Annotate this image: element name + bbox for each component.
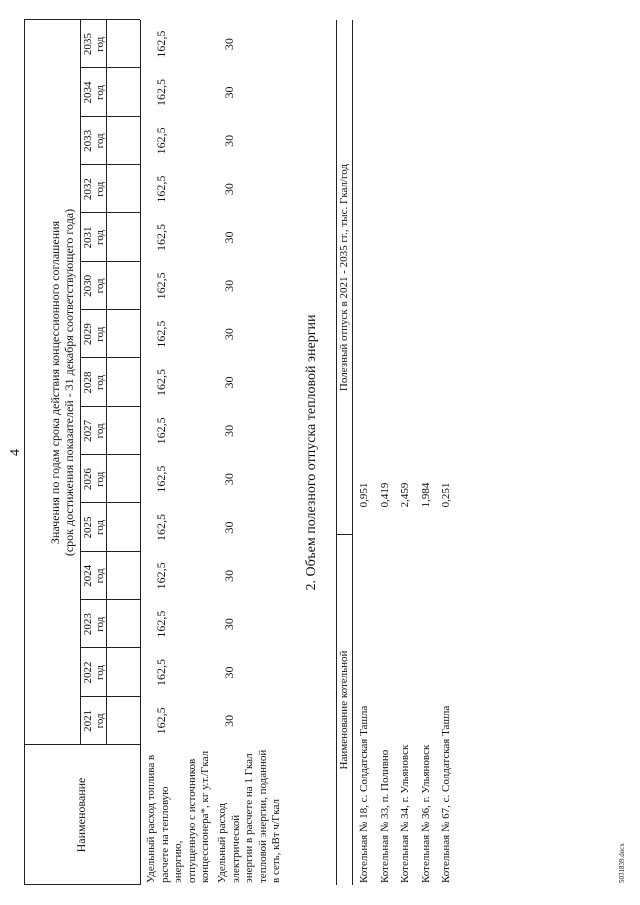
row-1-value-2034: 162,5 — [154, 79, 168, 107]
year-header-2034: 2034 год — [82, 81, 106, 104]
year-header-2031: 2031 год — [82, 226, 106, 249]
year-header-2022: 2022 год — [82, 661, 106, 684]
row-1-value-2024: 162,5 — [154, 562, 168, 590]
row-1-value-2022: 162,5 — [154, 659, 168, 687]
row-1-value-2025: 162,5 — [154, 514, 168, 542]
row-1-value-2029: 162,5 — [154, 320, 168, 348]
row-2-value-2035: 30 — [222, 38, 236, 51]
boiler-supply-value: 0,951 — [358, 482, 370, 508]
boiler-supply-value: 0,251 — [440, 482, 452, 508]
row-1-value-2027: 162,5 — [154, 417, 168, 445]
year-header-2033: 2033 год — [82, 129, 106, 152]
boiler-name: Котельная № 34, г. Ульяновск — [399, 744, 411, 883]
row-2-value-2029: 30 — [222, 328, 236, 341]
boiler-name: Котельная № 67, с. Солдатская Ташла — [440, 705, 452, 883]
row-2-value-2031: 30 — [222, 231, 236, 244]
page-number: 4 — [8, 449, 23, 456]
row-1-value-2031: 162,5 — [154, 224, 168, 252]
row-1-value-2033: 162,5 — [154, 127, 168, 155]
year-header-2030: 2030 год — [82, 274, 106, 297]
year-header-2025: 2025 год — [82, 516, 106, 539]
values-subheader: (срок достижения показателей - 31 декабря соответствующего года) — [62, 208, 76, 557]
row-1-value-2035: 162,5 — [154, 30, 168, 58]
year-header-2029: 2029 год — [82, 323, 106, 346]
boiler-supply-value: 0,419 — [378, 482, 391, 508]
year-header-2028: 2028 год — [82, 371, 106, 394]
boiler-name-header: Наименование котельной — [338, 650, 350, 770]
boiler-supply-value: 1,984 — [419, 482, 432, 508]
year-header-2032: 2032 год — [82, 178, 106, 201]
boiler-name: Котельная № 36, г. Ульяновск — [419, 744, 432, 883]
year-header-2023: 2023 год — [82, 613, 106, 636]
row-2-value-2028: 30 — [222, 376, 236, 389]
boiler-name: Котельная № 18, с. Солдатская Ташла — [358, 705, 370, 883]
row-2-value-2032: 30 — [222, 183, 236, 196]
supply-value-header: Полезный отпуск в 2021 - 2035 гг., тыс. Гкал/год — [338, 163, 350, 392]
row-2-value-2021: 30 — [222, 714, 236, 727]
row-1-value-2023: 162,5 — [154, 610, 168, 638]
row-2-value-2034: 30 — [222, 86, 236, 99]
row-1-value-2032: 162,5 — [154, 175, 168, 203]
year-header-2024: 2024 год — [82, 564, 106, 587]
row-1-value-2021: 162,5 — [154, 707, 168, 735]
row-2-value-2025: 30 — [222, 521, 236, 534]
row-1-value-2030: 162,5 — [154, 272, 168, 300]
year-header-2021: 2021 год — [82, 709, 106, 732]
row-2-value-2030: 30 — [222, 279, 236, 292]
row-1-value-2026: 162,5 — [154, 465, 168, 493]
row-2-value-2033: 30 — [222, 134, 236, 147]
year-header-2027: 2027 год — [82, 419, 106, 442]
year-header-2035: 2035 год — [82, 33, 106, 56]
section-2-title: 2. Объем полезного отпуска тепловой энергии — [304, 314, 319, 591]
row-2-value-2023: 30 — [222, 618, 236, 631]
row-2-value-2022: 30 — [222, 666, 236, 679]
row-2-value-2026: 30 — [222, 473, 236, 486]
footer-doc-code: 5031839.docx — [618, 843, 626, 883]
values-header: Значения по годам срока действия концессионного соглашения — [48, 220, 62, 545]
row-2-value-2024: 30 — [222, 569, 236, 582]
boiler-name: Котельная № 33, п. Поливно — [378, 749, 391, 883]
row-1-value-2028: 162,5 — [154, 369, 168, 397]
year-header-2026: 2026 год — [82, 468, 106, 491]
boiler-supply-value: 2,459 — [399, 482, 411, 508]
row-2-value-2027: 30 — [222, 424, 236, 437]
row-1-name: Удельный расход топлива в расчете на тепловую энергию, отпущенную с источников концессионера*, кг у.т./Гкал — [145, 750, 211, 883]
name-column-header: Наименование — [74, 777, 88, 853]
row-2-name: Удельный расход электрической энергии в расчете на 1 Гкал тепловой энергии, поданной в сеть, кВт ч/Гкал — [216, 749, 282, 883]
